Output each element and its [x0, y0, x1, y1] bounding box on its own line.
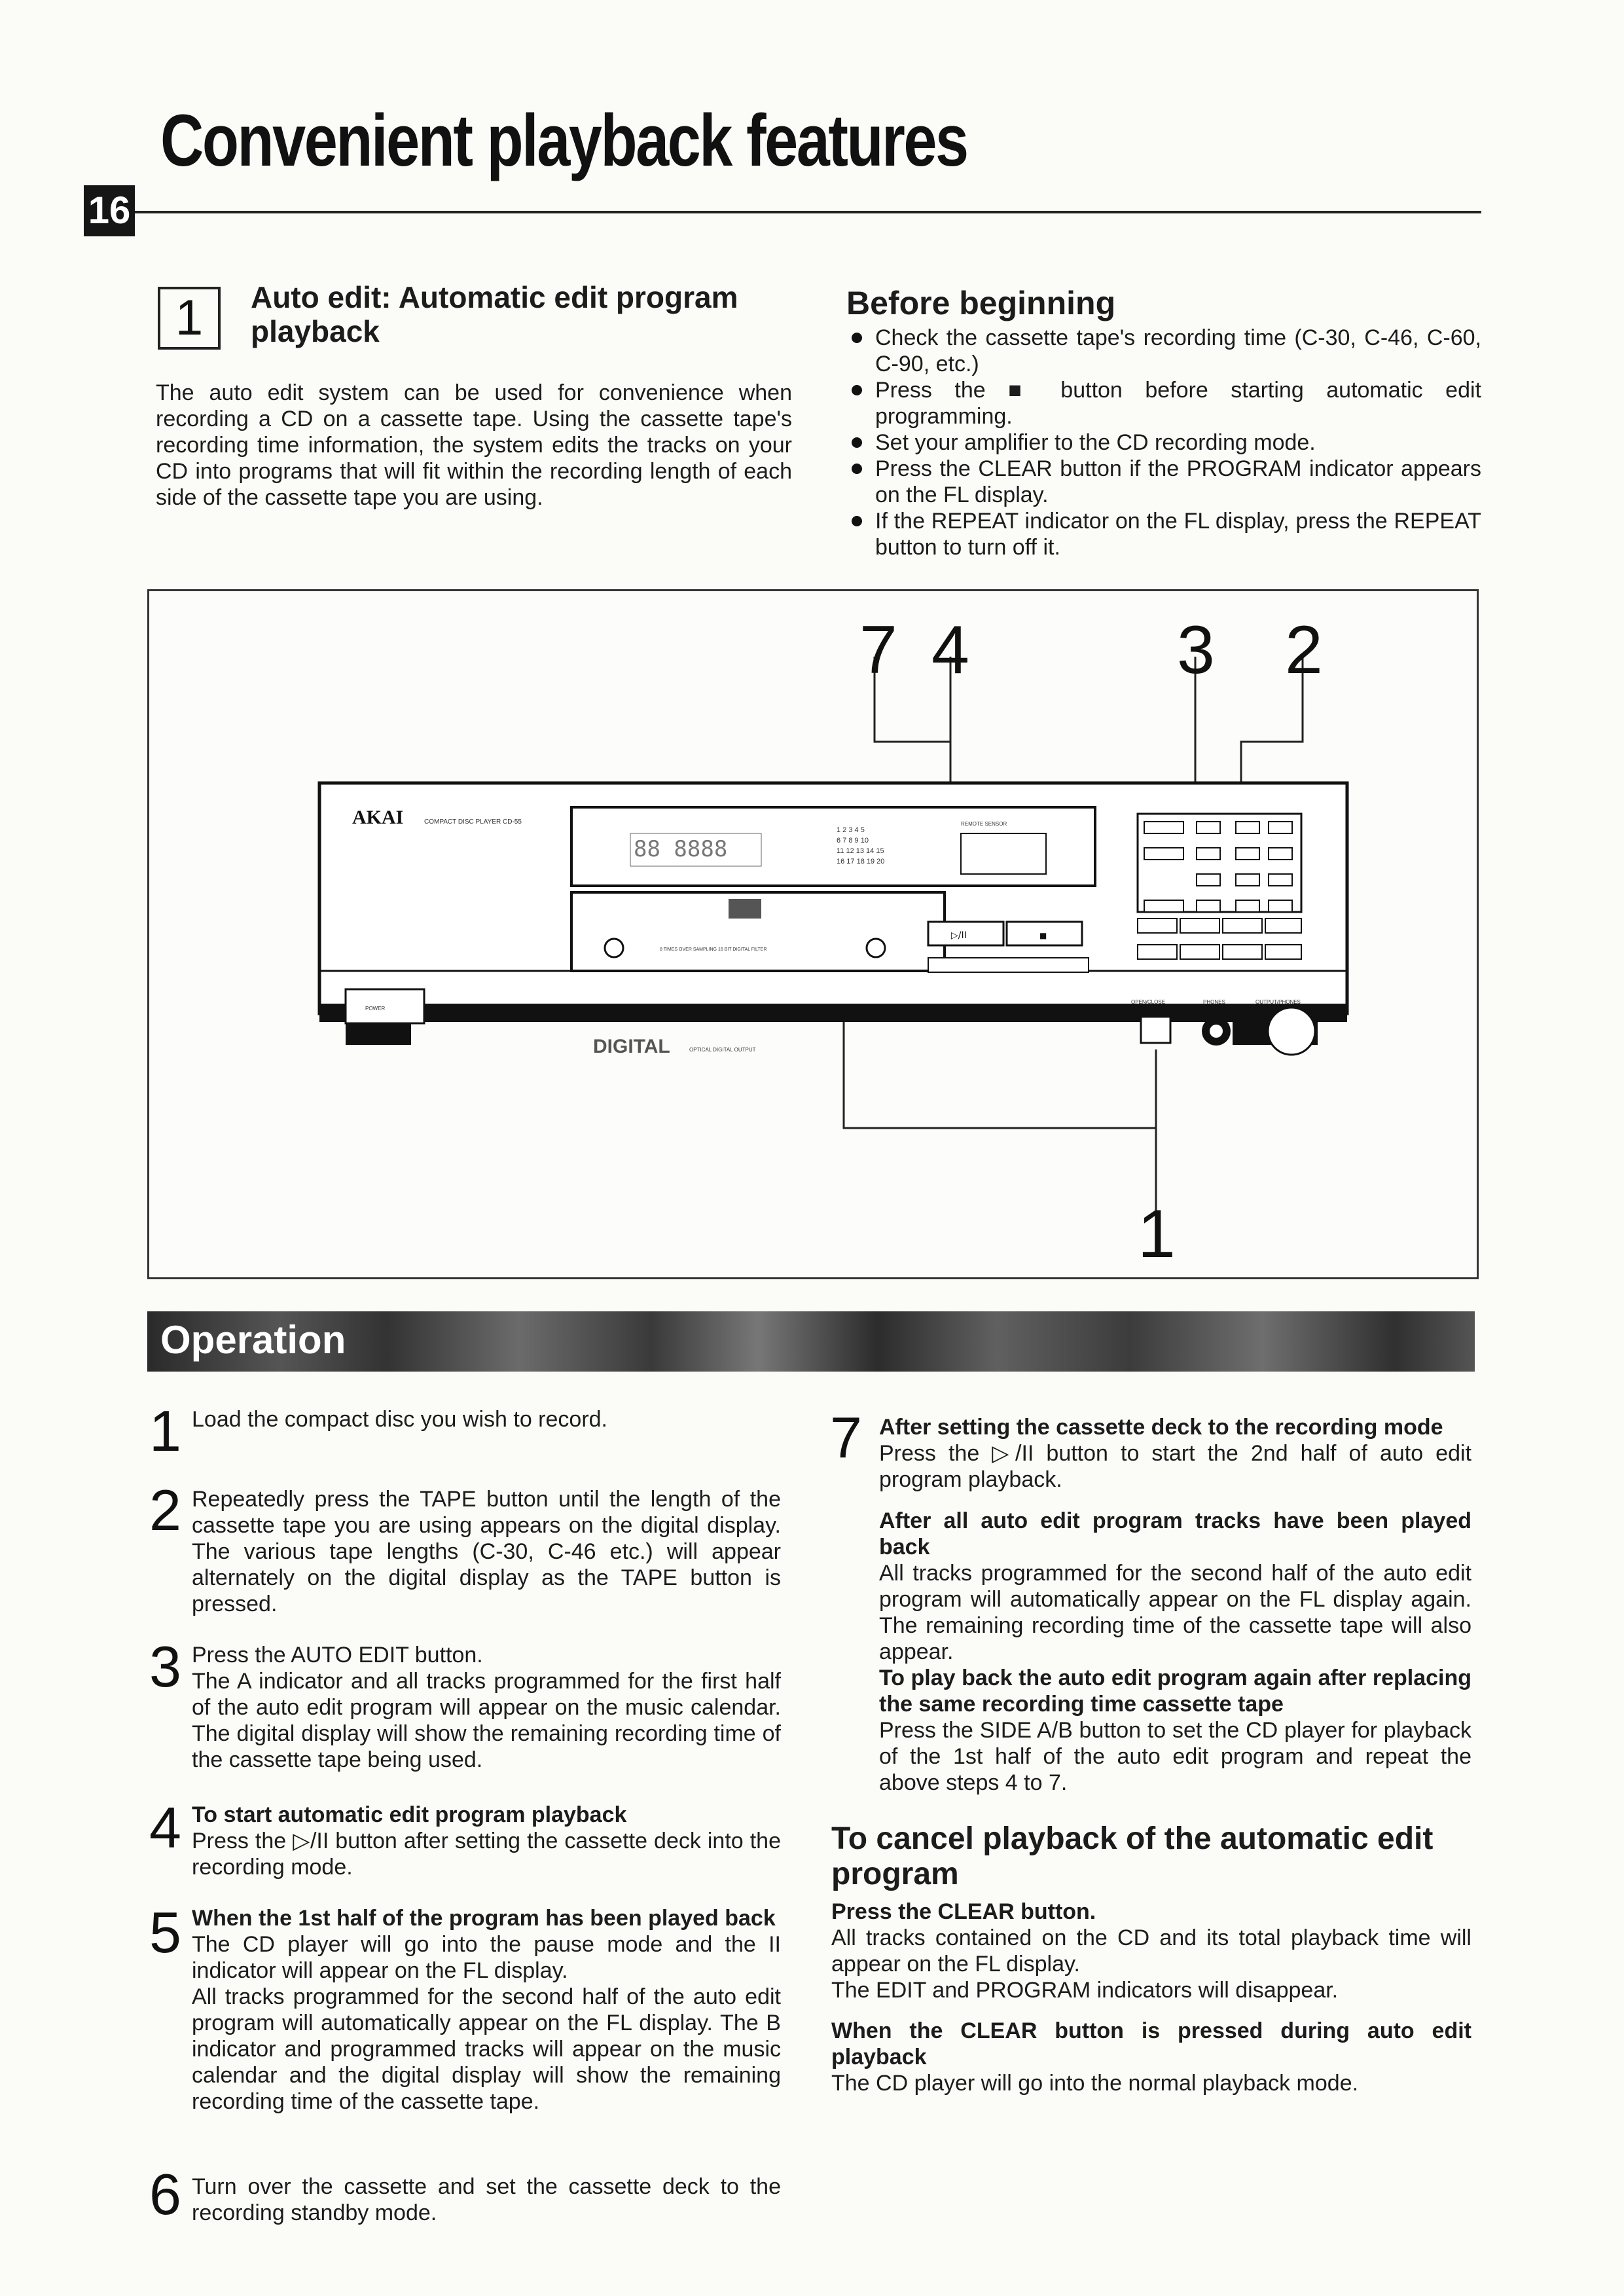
before-beginning-list: [846, 325, 1481, 560]
svg-text:OPEN/CLOSE: OPEN/CLOSE: [1131, 999, 1166, 1005]
page-number-badge: 16: [84, 185, 135, 236]
callout-2: 2: [1285, 612, 1323, 688]
bullet-icon: [852, 516, 862, 526]
replay-instructions: To play back the auto edit program again after replacing the same recording time cassette tape Press the SIDE A/B button to set the CD player for playback of the 1st half of the auto edit program and repeat the above steps 4 to 7.: [879, 1666, 1471, 1795]
section-number-box: 1: [158, 287, 221, 350]
cancel-instructions: Press the CLEAR button. All tracks contained on the CD and its total playback time will appear on the FL display. The EDIT and PROGRAM indicators will disappear.: [831, 1899, 1471, 2003]
page-title: Convenient playback features: [160, 100, 967, 181]
svg-text:6 7 8 9 10: 6 7 8 9 10: [837, 837, 869, 845]
list-item: Press the ■ button before starting automatic edit programming.: [846, 377, 1481, 429]
svg-text:OPTICAL DIGITAL OUTPUT: OPTICAL DIGITAL OUTPUT: [689, 1047, 756, 1053]
before-beginning-title: Before beginning: [846, 285, 1116, 321]
operation-banner: [147, 1311, 1475, 1372]
section-intro: The auto edit system can be used for convenience when recording a CD on a cassette tape. Using the cassette tape's recording time information, the system edits the tracks on your CD into programs that will fit within the recording length of each side of the cassette tape you are using.: [156, 380, 792, 510]
cancel-title: To cancel playback of the automatic edit program: [831, 1821, 1434, 1891]
svg-text:16 17 18 19 20: 16 17 18 19 20: [837, 858, 885, 866]
bullet-icon: [852, 464, 862, 474]
svg-text:▷/II: ▷/II: [951, 930, 967, 941]
step-3-text: Press the AUTO EDIT button. The A indicator and all tracks programmed for the first half of the auto edit program will appear on the music calendar. The digital display will show the remaining recording time of the cassette tape being used.: [192, 1643, 781, 1772]
open-close-button[interactable]: [1141, 1017, 1170, 1043]
bullet-icon: [852, 437, 862, 448]
operation-title: Operation: [160, 1318, 346, 1362]
svg-text:OUTPUT/PHONES: OUTPUT/PHONES: [1255, 999, 1301, 1005]
cd-player-illustration: [149, 591, 1477, 1277]
list-item: Press the CLEAR button if the PROGRAM indicator appears on the FL display.: [846, 456, 1481, 508]
callout-1: 1: [1138, 1196, 1176, 1272]
svg-text:POWER: POWER: [365, 1006, 386, 1011]
clear-during-playback: When the CLEAR button is pressed during auto edit playback The CD player will go into the normal playback mode.: [831, 2018, 1471, 2096]
callout-3: 3: [1177, 612, 1215, 688]
svg-text:11 12 13 14 15: 11 12 13 14 15: [837, 847, 884, 855]
bullet-icon: [852, 333, 862, 343]
step-4-text: To start automatic edit program playback Press the ▷/II button after setting the cassette deck into the recording mode.: [192, 1802, 781, 1880]
callout-4: 4: [931, 612, 969, 688]
step-7-text: After setting the cassette deck to the recording mode Press the ▷/II button to start the 2nd half of auto edit program playback.: [879, 1415, 1471, 1492]
brand-logo: AKAI: [352, 807, 404, 828]
step-6-text: Turn over the cassette and set the cassette deck to the recording standby mode.: [192, 2174, 781, 2225]
svg-text:8 TIMES OVER SAMPLING 16 BIT D: 8 TIMES OVER SAMPLING 16 BIT DIGITAL FILTER: [660, 947, 767, 952]
svg-text:DIGITAL: DIGITAL: [593, 1036, 670, 1057]
list-item: If the REPEAT indicator on the FL display, press the REPEAT button to turn off it.: [846, 508, 1481, 560]
step-number: 3: [149, 1634, 181, 1699]
step-number: 6: [149, 2162, 181, 2227]
after-all-played: After all auto edit program tracks have been played back All tracks programmed for the second half of the auto edit program will automatically appear on the FL display again. The remaining recording time of the cassette tape will also appear.: [879, 1508, 1471, 1664]
list-item: Check the cassette tape's recording time (C-30, C-46, C-60, C-90, etc.): [846, 325, 1481, 377]
svg-text:1 2 3 4 5: 1 2 3 4 5: [837, 826, 865, 834]
bullet-icon: [852, 385, 862, 395]
step-number: 5: [149, 1900, 181, 1965]
svg-text:COMPACT DISC PLAYER CD-55: COMPACT DISC PLAYER CD-55: [424, 818, 522, 826]
step-number: 7: [830, 1405, 862, 1470]
step-number: 4: [149, 1795, 181, 1860]
step-number: 2: [149, 1478, 181, 1542]
title-rule: [134, 211, 1481, 213]
step-5-text: When the 1st half of the program has been played back The CD player will go into the pause mode and the II indicator will appear on the FL display. All tracks programmed for the second half of the auto edit program will automatically appear on the FL display. The B indicator and programmed tracks will appear on the music calendar and the digital display will show the remaining recording time of the cassette tape.: [192, 1906, 781, 2114]
svg-text:PHONES: PHONES: [1203, 999, 1225, 1005]
list-item: Set your amplifier to the CD recording mode.: [846, 429, 1481, 456]
section-title: Auto edit: Automatic edit program playback: [251, 280, 738, 348]
svg-text:REMOTE SENSOR: REMOTE SENSOR: [961, 821, 1007, 827]
svg-text:88 8888: 88 8888: [634, 836, 728, 862]
callout-7: 7: [859, 612, 897, 688]
output-volume-knob[interactable]: [1268, 1008, 1315, 1055]
step-1-text: Load the compact disc you wish to record.: [192, 1407, 607, 1432]
step-2-text: Repeatedly press the TAPE button until the length of the cassette tape you are using appears on the digital display. The various tape lengths (C-30, C-46 etc.) will appear alternately on the digital display as the TAPE button is pressed.: [192, 1487, 781, 1616]
cd-player-figure: [147, 589, 1479, 1279]
svg-text:■: ■: [1039, 931, 1047, 940]
step-number: 1: [149, 1398, 181, 1463]
